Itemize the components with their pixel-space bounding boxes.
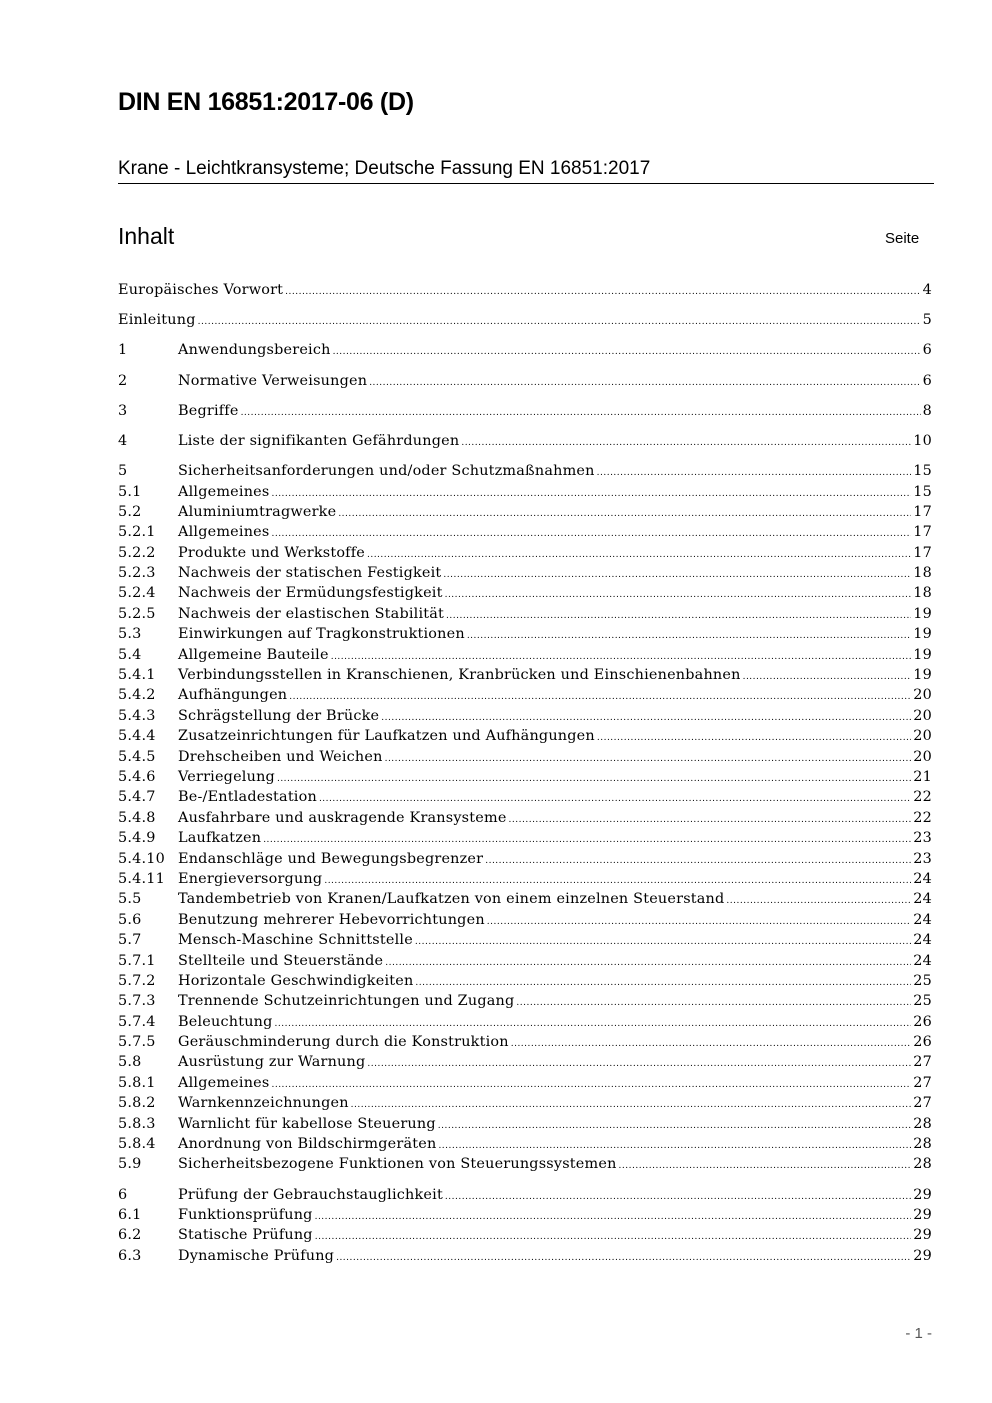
- toc-entry[interactable]: [118, 461, 932, 481]
- toc-dot-leader: [443, 563, 911, 585]
- toc-entry-title: Warnkennzeichnungen: [178, 1095, 349, 1112]
- toc-entry[interactable]: [118, 808, 932, 828]
- toc-entry-title: Allgemeines: [178, 524, 270, 541]
- toc-entry-title: Endanschläge und Bewegungsbegrenzer: [178, 850, 484, 867]
- toc-dot-leader: [415, 930, 911, 952]
- page-column-label: Seite: [885, 230, 920, 247]
- toc-dot-leader: [271, 1073, 911, 1095]
- toc-dot-leader: [509, 808, 912, 830]
- toc-entry-number: 5.1: [118, 483, 142, 500]
- toc-entry-title: Tandembetrieb von Kranen/Laufkatzen von einem einzelnen Steuerstand: [178, 891, 725, 908]
- table-of-contents: [118, 280, 932, 1266]
- toc-entry-title: Funktionsprüfung: [178, 1206, 313, 1223]
- toc-entry-title: Europäisches Vorwort: [118, 282, 284, 298]
- toc-entry-number: 5.4.11: [118, 870, 165, 887]
- toc-entry-number: 3: [118, 402, 128, 419]
- toc-dot-leader: [331, 645, 912, 667]
- toc-entry-page: 18: [913, 565, 932, 582]
- toc-entry-title: Anwendungsbereich: [178, 342, 331, 359]
- toc-entry-number: 5.8.4: [118, 1136, 156, 1153]
- toc-dot-leader: [324, 869, 911, 891]
- toc-dot-leader: [445, 1185, 911, 1207]
- toc-dot-leader: [438, 1134, 911, 1156]
- toc-entry[interactable]: [118, 910, 932, 930]
- toc-entry-page: 25: [913, 993, 932, 1010]
- toc-entry-title: Begriffe: [178, 402, 239, 419]
- toc-entry-page: 17: [913, 544, 932, 561]
- toc-entry[interactable]: [118, 1052, 932, 1072]
- toc-entry[interactable]: [118, 563, 932, 583]
- toc-entry-number: 5.4.4: [118, 728, 156, 745]
- toc-entry-number: 6.2: [118, 1227, 142, 1244]
- toc-entry-title: Horizontale Geschwindigkeiten: [178, 972, 414, 989]
- toc-entry-number: 5.3: [118, 626, 142, 643]
- toc-entry-page: 5: [922, 312, 932, 329]
- toc-entry-number: 5.8: [118, 1054, 142, 1071]
- toc-entry[interactable]: [118, 1032, 932, 1052]
- toc-entry[interactable]: [118, 1134, 932, 1154]
- toc-entry-page: 20: [913, 748, 932, 765]
- toc-entry-page: 21: [913, 768, 932, 785]
- toc-entry-number: 6: [118, 1186, 128, 1203]
- toc-entry[interactable]: [118, 543, 932, 563]
- toc-entry-number: 5.4.9: [118, 830, 156, 847]
- toc-entry-page: 24: [913, 891, 932, 908]
- toc-entry-number: 5.4.6: [118, 768, 156, 785]
- toc-entry-page: 29: [913, 1186, 932, 1203]
- toc-entry-title: Trennende Schutzeinrichtungen und Zugang: [178, 993, 515, 1010]
- toc-entry-page: 20: [913, 707, 932, 724]
- toc-dot-leader: [241, 401, 921, 423]
- toc-entry-number: 5.4.5: [118, 748, 156, 765]
- toc-entry-page: 28: [913, 1115, 932, 1132]
- toc-dot-leader: [263, 828, 911, 850]
- toc-entry[interactable]: [118, 685, 932, 705]
- toc-entry-page: 23: [913, 850, 932, 867]
- toc-entry-number: 5.4.8: [118, 809, 156, 826]
- page-number: - 1 -: [905, 1325, 932, 1342]
- toc-entry-page: 6: [922, 342, 932, 359]
- toc-entry-title: Energieversorgung: [178, 870, 323, 887]
- toc-entry-number: 5.2.1: [118, 524, 156, 541]
- toc-entry-page: 27: [913, 1074, 932, 1091]
- toc-entry-number: 5.2.4: [118, 585, 156, 602]
- toc-entry-page: 29: [913, 1206, 932, 1223]
- toc-entry-page: 4: [922, 282, 932, 298]
- toc-entry-number: 5.8.3: [118, 1115, 156, 1132]
- toc-entry-number: 5.4.7: [118, 789, 156, 806]
- toc-entry-title: Allgemeines: [178, 1074, 270, 1091]
- toc-entry-number: 6.1: [118, 1206, 142, 1223]
- toc-entry-title: Produkte und Werkstoffe: [178, 544, 365, 561]
- toc-entry-page: 20: [913, 728, 932, 745]
- toc-entry-page: 20: [913, 687, 932, 704]
- toc-entry-number: 5.2.5: [118, 605, 156, 622]
- toc-entry[interactable]: [118, 1205, 932, 1225]
- toc-dot-leader: [338, 502, 911, 524]
- toc-entry-number: 5.7.4: [118, 1013, 156, 1030]
- toc-entry[interactable]: [118, 869, 932, 889]
- toc-dot-leader: [445, 583, 912, 605]
- toc-entry[interactable]: [118, 1093, 932, 1113]
- toc-entry-number: 5.7.1: [118, 952, 156, 969]
- toc-entry-title: Aufhängungen: [178, 687, 288, 704]
- toc-dot-leader: [516, 991, 911, 1013]
- toc-entry-number: 5.7.3: [118, 993, 156, 1010]
- toc-entry[interactable]: [118, 930, 932, 950]
- toc-entry[interactable]: [118, 1012, 932, 1032]
- toc-entry-title: Warnlicht für kabellose Steuerung: [178, 1115, 436, 1132]
- toc-entry[interactable]: [118, 310, 932, 330]
- toc-entry[interactable]: [118, 971, 932, 991]
- toc-entry-page: 17: [913, 524, 932, 541]
- toc-entry-page: 24: [913, 911, 932, 928]
- toc-entry-page: 24: [913, 932, 932, 949]
- toc-dot-leader: [333, 340, 921, 362]
- toc-entry-page: 28: [913, 1156, 932, 1173]
- toc-entry[interactable]: [118, 828, 932, 848]
- toc-entry-number: 5.7.2: [118, 972, 156, 989]
- toc-entry-page: 8: [922, 402, 932, 419]
- toc-entry-number: 2: [118, 372, 128, 389]
- toc-entry-page: 10: [913, 432, 932, 449]
- toc-entry-number: 1: [118, 342, 128, 359]
- toc-entry-page: 26: [913, 1013, 932, 1030]
- toc-entry-page: 19: [913, 626, 932, 643]
- toc-entry-page: 15: [913, 483, 932, 500]
- toc-entry[interactable]: [118, 665, 932, 685]
- toc-entry-page: 24: [913, 870, 932, 887]
- toc-entry-page: 29: [913, 1247, 932, 1264]
- toc-entry[interactable]: [118, 726, 932, 746]
- toc-entry[interactable]: [118, 1114, 932, 1134]
- toc-entry-number: 5.2.3: [118, 565, 156, 582]
- document-subtitle: Krane - Leichtkransysteme; Deutsche Fassung EN 16851:2017: [118, 158, 651, 179]
- toc-entry-title: Prüfung der Gebrauchstauglichkeit: [178, 1186, 443, 1203]
- toc-entry[interactable]: [118, 1246, 932, 1266]
- toc-entry[interactable]: [118, 502, 932, 522]
- toc-entry-title: Nachweis der elastischen Stabilität: [178, 605, 445, 622]
- toc-dot-leader: [285, 280, 920, 302]
- toc-entry[interactable]: [118, 889, 932, 909]
- toc-entry-number: 5.8.2: [118, 1095, 156, 1112]
- toc-entry[interactable]: [118, 280, 932, 300]
- toc-dot-leader: [315, 1205, 912, 1227]
- toc-entry-title: Sicherheitsbezogene Funktionen von Steuerungssystemen: [178, 1156, 617, 1173]
- toc-entry[interactable]: [118, 787, 932, 807]
- toc-dot-leader: [369, 371, 920, 393]
- toc-heading: Inhalt: [118, 223, 175, 249]
- toc-dot-leader: [385, 747, 912, 769]
- toc-entry[interactable]: [118, 951, 932, 971]
- toc-entry-title: Dynamische Prüfung: [178, 1247, 335, 1264]
- toc-dot-leader: [446, 604, 911, 626]
- toc-dot-leader: [485, 849, 911, 871]
- toc-entry[interactable]: [118, 482, 932, 502]
- toc-entry-number: 5.5: [118, 891, 142, 908]
- toc-entry-page: 27: [913, 1095, 932, 1112]
- toc-entry-title: Liste der signifikanten Gefährdungen: [178, 432, 460, 449]
- toc-entry-page: 22: [913, 789, 932, 806]
- toc-entry-number: 5.7: [118, 932, 142, 949]
- toc-dot-leader: [277, 767, 911, 789]
- toc-entry-page: 15: [913, 463, 932, 480]
- toc-entry[interactable]: [118, 431, 932, 451]
- toc-entry[interactable]: [118, 522, 932, 542]
- toc-dot-leader: [336, 1246, 911, 1268]
- toc-entry[interactable]: [118, 371, 932, 391]
- toc-entry-page: 19: [913, 605, 932, 622]
- toc-entry-page: 18: [913, 585, 932, 602]
- toc-entry-title: Einwirkungen auf Tragkonstruktionen: [178, 626, 465, 643]
- toc-entry-title: Anordnung von Bildschirmgeräten: [178, 1136, 437, 1153]
- toc-entry-number: 5: [118, 463, 128, 480]
- toc-entry-page: 22: [913, 809, 932, 826]
- toc-entry-title: Einleitung: [118, 312, 196, 329]
- toc-entry-page: 19: [913, 667, 932, 684]
- toc-entry-page: 19: [913, 646, 932, 663]
- toc-entry-title: Nachweis der Ermüdungsfestigkeit: [178, 585, 443, 602]
- toc-entry[interactable]: [118, 706, 932, 726]
- document-title: DIN EN 16851:2017-06 (D): [118, 88, 414, 116]
- toc-entry-number: 5.9: [118, 1156, 142, 1173]
- toc-entry-title: Ausfahrbare und auskragende Kransysteme: [178, 809, 507, 826]
- toc-dot-leader: [319, 787, 911, 809]
- toc-entry-page: 25: [913, 972, 932, 989]
- toc-entry-number: 5.4.1: [118, 667, 156, 684]
- toc-entry-title: Allgemeine Bauteile: [178, 646, 329, 663]
- toc-entry-title: Verriegelung: [178, 768, 275, 785]
- toc-entry-number: 5.4: [118, 646, 142, 663]
- toc-entry-number: 5.2: [118, 503, 142, 520]
- toc-dot-leader: [275, 1012, 912, 1034]
- toc-entry-title: Benutzung mehrerer Hebevorrichtungen: [178, 911, 485, 928]
- toc-entry-title: Aluminiumtragwerke: [178, 503, 337, 520]
- toc-dot-leader: [511, 1032, 912, 1054]
- toc-dot-leader: [315, 1225, 912, 1247]
- toc-dot-leader: [271, 522, 911, 544]
- toc-entry-title: Statische Prüfung: [178, 1227, 313, 1244]
- toc-entry-title: Geräuschminderung durch die Konstruktion: [178, 1034, 509, 1051]
- toc-entry-title: Laufkatzen: [178, 830, 262, 847]
- toc-entry-title: Mensch-Maschine Schnittstelle: [178, 932, 413, 949]
- toc-dot-leader: [367, 543, 911, 565]
- toc-entry-page: 28: [913, 1136, 932, 1153]
- toc-entry-title: Allgemeines: [178, 483, 270, 500]
- toc-entry[interactable]: [118, 645, 932, 665]
- toc-entry-title: Stellteile und Steuerstände: [178, 952, 384, 969]
- toc-dot-leader: [467, 624, 911, 646]
- toc-dot-leader: [351, 1093, 912, 1115]
- toc-entry-number: 4: [118, 432, 128, 449]
- toc-entry[interactable]: [118, 583, 932, 603]
- toc-entry-title: Verbindungsstellen in Kranschienen, Kranbrücken und Einschienenbahnen: [178, 667, 741, 684]
- toc-entry[interactable]: [118, 767, 932, 787]
- toc-dot-leader: [743, 665, 912, 687]
- toc-dot-leader: [461, 431, 911, 453]
- toc-entry-title: Ausrüstung zur Warnung: [178, 1054, 366, 1071]
- toc-dot-leader: [198, 310, 921, 332]
- toc-entry[interactable]: [118, 849, 932, 869]
- toc-entry-title: Normative Verweisungen: [178, 372, 368, 389]
- toc-entry-page: 29: [913, 1227, 932, 1244]
- toc-dot-leader: [619, 1154, 912, 1176]
- toc-entry-page: 17: [913, 503, 932, 520]
- toc-entry-number: 5.6: [118, 911, 142, 928]
- toc-entry-title: Schrägstellung der Brücke: [178, 707, 380, 724]
- toc-dot-leader: [289, 685, 911, 707]
- toc-dot-leader: [726, 889, 911, 911]
- toc-entry[interactable]: [118, 340, 932, 360]
- toc-dot-leader: [487, 910, 911, 932]
- toc-dot-leader: [271, 482, 911, 504]
- toc-entry-number: 5.2.2: [118, 544, 156, 561]
- toc-entry[interactable]: [118, 624, 932, 644]
- toc-entry[interactable]: [118, 1225, 932, 1245]
- toc-dot-leader: [597, 726, 911, 748]
- toc-entry-number: 5.4.10: [118, 850, 165, 867]
- toc-dot-leader: [415, 971, 911, 993]
- toc-entry-title: Drehscheiben und Weichen: [178, 748, 383, 765]
- toc-entry-title: Be-/Entladestation: [178, 789, 317, 806]
- toc-dot-leader: [385, 951, 911, 973]
- toc-dot-leader: [438, 1114, 912, 1136]
- toc-entry[interactable]: [118, 747, 932, 767]
- toc-entry-number: 5.4.3: [118, 707, 156, 724]
- toc-entry-page: 24: [913, 952, 932, 969]
- toc-entry[interactable]: [118, 1154, 932, 1174]
- toc-entry-title: Zusatzeinrichtungen für Laufkatzen und Aufhängungen: [178, 728, 595, 745]
- toc-entry[interactable]: [118, 1185, 932, 1205]
- toc-entry-page: 26: [913, 1034, 932, 1051]
- toc-entry-number: 5.4.2: [118, 687, 156, 704]
- toc-entry-number: 5.8.1: [118, 1074, 156, 1091]
- toc-entry-page: 27: [913, 1054, 932, 1071]
- toc-entry[interactable]: [118, 991, 932, 1011]
- toc-entry[interactable]: [118, 401, 932, 421]
- toc-entry[interactable]: [118, 1073, 932, 1093]
- toc-entry-page: 6: [922, 372, 932, 389]
- toc-dot-leader: [367, 1052, 911, 1074]
- header-divider: [118, 183, 934, 184]
- toc-entry-title: Sicherheitsanforderungen und/oder Schutzmaßnahmen: [178, 463, 595, 480]
- toc-dot-leader: [381, 706, 911, 728]
- toc-entry-number: 5.7.5: [118, 1034, 156, 1051]
- toc-entry-title: Beleuchtung: [178, 1013, 273, 1030]
- toc-entry[interactable]: [118, 604, 932, 624]
- toc-entry-title: Nachweis der statischen Festigkeit: [178, 565, 442, 582]
- toc-entry-number: 6.3: [118, 1247, 142, 1264]
- toc-entry-page: 23: [913, 830, 932, 847]
- toc-dot-leader: [597, 461, 912, 483]
